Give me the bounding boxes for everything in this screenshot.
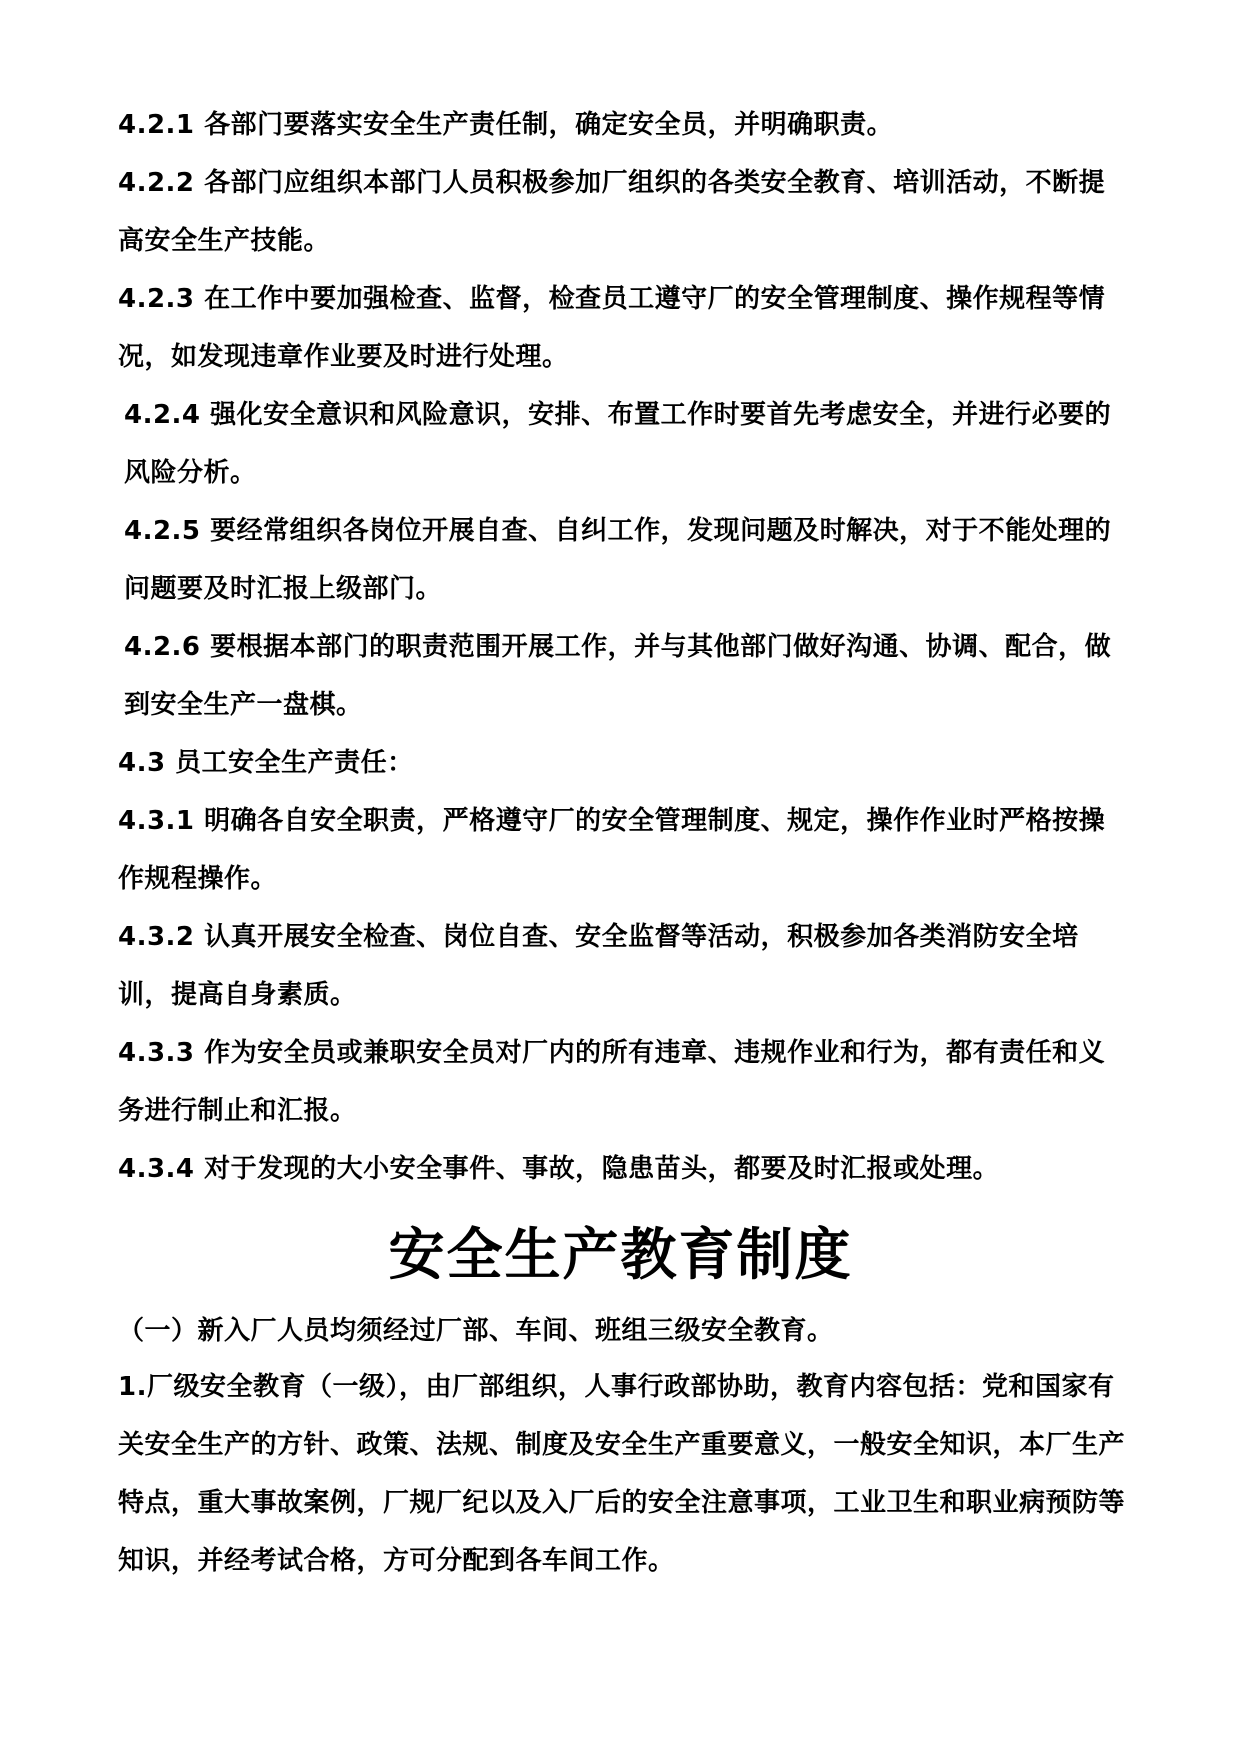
education-item-1: （一）新入厂人员均须经过厂部、车间、班组三级安全教育。 bbox=[118, 1316, 834, 1346]
paragraph-4-3-4: 4.3.4 对于发现的大小安全事件、事故，隐患苗头，都要及时汇报或处理。 bbox=[118, 1154, 1000, 1184]
document-heading: 安全生产教育制度 bbox=[388, 1223, 853, 1288]
paragraph-4-2-4: 4.2.4 强化安全意识和风险意识，安排、布置工作时要首先考虑安全，并进行必要的风险分析。 bbox=[124, 400, 1112, 488]
section-4-3-title: 4.3 员工安全生产责任： bbox=[118, 748, 414, 778]
paragraph-4-2-2: 4.2.2 各部门应组织本部门人员积极参加厂组织的各类安全教育、培训活动，不断提高安全生产技能。 bbox=[118, 168, 1106, 256]
paragraph-4-2-5: 4.2.5 要经常组织各岗位开展自查、自纠工作，发现问题及时解决，对于不能处理的问题要及时汇报上级部门。 bbox=[124, 516, 1112, 604]
education-item-2: 1.厂级安全教育（一级），由厂部组织，人事行政部协助，教育内容包括：党和国家有关安全生产的方针、政策、法规、制度及安全生产重要意义，一般安全知识，本厂生产特点，重大事故案例，厂规厂纪以及入厂后的安全注意事项，工业卫生和职业病预防等知识，并经考试合格，方可分配到各车间工作。 bbox=[118, 1372, 1126, 1576]
paragraph-4-2-6: 4.2.6 要根据本部门的职责范围开展工作，并与其他部门做好沟通、协调、配合，做到安全生产一盘棋。 bbox=[124, 632, 1112, 720]
paragraph-4-2-3: 4.2.3 在工作中要加强检查、监督，检查员工遵守厂的安全管理制度、操作规程等情况，如发现违章作业要及时进行处理。 bbox=[118, 284, 1106, 372]
paragraph-4-3-1: 4.3.1 明确各自安全职责，严格遵守厂的安全管理制度、规定，操作作业时严格按操作规程操作。 bbox=[118, 806, 1106, 894]
paragraph-4-2-1: 4.2.1 各部门要落实安全生产责任制，确定安全员，并明确职责。 bbox=[118, 110, 894, 140]
paragraph-4-3-3: 4.3.3 作为安全员或兼职安全员对厂内的所有违章、违规作业和行为，都有责任和义务进行制止和汇报。 bbox=[118, 1038, 1106, 1126]
paragraph-4-3-2: 4.3.2 认真开展安全检查、岗位自查、安全监督等活动，积极参加各类消防安全培训，提高自身素质。 bbox=[118, 922, 1079, 1010]
